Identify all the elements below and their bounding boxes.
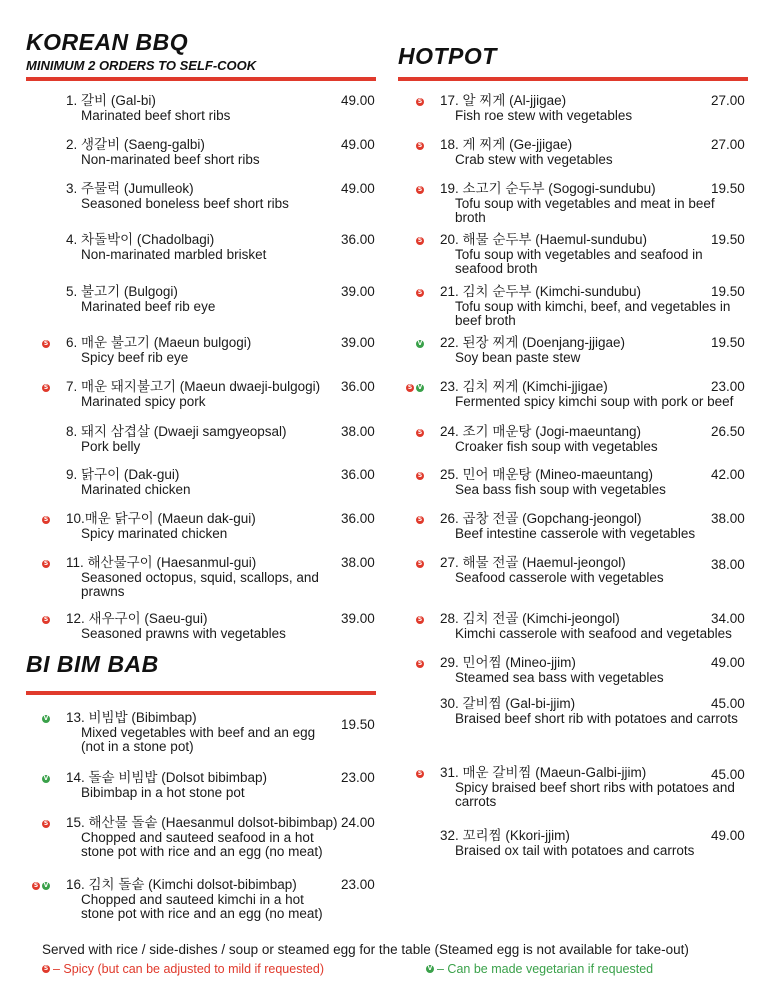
spicy-icon: S [43, 560, 49, 567]
menu-item-description: Mixed vegetables with beef and an egg (not in a stone pot) [81, 724, 316, 754]
spicy-icon: S [417, 660, 423, 667]
spicy-icon: S [417, 98, 423, 105]
menu-item [440, 656, 740, 685]
menu-item [66, 425, 336, 454]
menu-item [66, 380, 336, 409]
menu-item [66, 94, 336, 123]
menu-item-price: 39.00 [341, 335, 375, 350]
menu-item-price: 38.00 [341, 555, 375, 570]
menu-item-price: 27.00 [711, 93, 745, 108]
menu-item [440, 512, 740, 541]
menu-item-description: Marinated chicken [81, 481, 191, 497]
menu-item [440, 556, 740, 585]
spicy-icon: S [417, 770, 423, 777]
menu-item-name: 13. 비빔밥 (Bibimbap) [66, 710, 197, 725]
menu-item [440, 468, 740, 497]
hotpot-rule [398, 77, 748, 81]
menu-item [66, 816, 336, 860]
menu-item-name: 9. 닭구이 (Dak-gui) [66, 467, 180, 482]
menu-item [66, 556, 336, 600]
menu-item-name: 23. 김치 찌게 (Kimchi-jjigae) [440, 379, 608, 394]
menu-item-price: 24.00 [341, 815, 375, 830]
menu-item-price: 49.00 [711, 655, 745, 670]
menu-item [66, 711, 336, 755]
menu-item-description: Tofu soup with kimchi, beef, and vegetables in beef broth [455, 298, 731, 328]
menu-item-price: 49.00 [341, 181, 375, 196]
menu-item [66, 468, 336, 497]
menu-item-description: Spicy braised beef short ribs with potatoes and carrots [455, 779, 735, 809]
menu-item-description: Seasoned boneless beef short ribs [81, 195, 289, 211]
menu-item-name: 26. 곱창 전골 (Gopchang-jeongol) [440, 511, 642, 526]
menu-item [66, 612, 336, 641]
menu-item [440, 182, 740, 226]
spicy-icon: S [43, 516, 49, 523]
menu-item-name: 25. 민어 매운탕 (Mineo-maeuntang) [440, 467, 654, 482]
menu-item-name: 5. 불고기 (Bulgogi) [66, 284, 178, 299]
menu-item [66, 336, 336, 365]
hotpot-title: HOTPOT [398, 43, 497, 69]
menu-item-name: 29. 민어찜 (Mineo-jjim) [440, 655, 576, 670]
veg-legend [426, 962, 653, 976]
menu-item-description: Kimchi casserole with seafood and vegetables [455, 625, 732, 641]
korean-bbq-title: KOREAN BBQ [26, 29, 189, 55]
menu-item-description: Braised beef short rib with potatoes and carrots [455, 710, 738, 726]
spicy-icon: S [417, 429, 423, 436]
menu-item-description: Chopped and sauteed kimchi in a hot stone pot with rice and an egg (no meat) [81, 891, 323, 921]
menu-item-description: Seafood casserole with vegetables [455, 569, 664, 585]
menu-item [440, 425, 740, 454]
spicy-icon: S [43, 384, 49, 391]
menu-item-price: 36.00 [341, 467, 375, 482]
spicy-icon: S [417, 237, 423, 244]
menu-item-price: 36.00 [341, 232, 375, 247]
menu-item-name: 15. 해산물 돌솥 (Haesanmul dolsot-bibimbap) [66, 815, 338, 830]
spicy-icon: S [417, 616, 423, 623]
menu-item-name: 19. 소고기 순두부 (Sogogi-sundubu) [440, 181, 656, 196]
menu-item [440, 138, 740, 167]
menu-item-description: Fermented spicy kimchi soup with pork or beef [455, 393, 734, 409]
menu-item [66, 233, 336, 262]
menu-item-name: 4. 차돌박이 (Chadolbagi) [66, 232, 215, 247]
menu-item [66, 771, 336, 800]
menu-item [440, 336, 740, 365]
spicy-icon: S [417, 289, 423, 296]
menu-item [440, 233, 740, 277]
menu-item [66, 285, 336, 314]
menu-item [440, 697, 740, 726]
menu-item-price: 39.00 [341, 611, 375, 626]
menu-item-description: Seasoned prawns with vegetables [81, 625, 286, 641]
menu-item-description: Marinated spicy pork [81, 393, 206, 409]
vegetarian-icon: V [427, 964, 433, 972]
menu-item-description: Bibimbap in a hot stone pot [81, 784, 245, 800]
menu-item-name: 18. 게 찌게 (Ge-jjigae) [440, 137, 573, 152]
menu-item [66, 512, 336, 541]
spicy-icon: S [417, 516, 423, 523]
menu-item-price: 49.00 [341, 137, 375, 152]
menu-item-price: 49.00 [711, 828, 745, 843]
menu-item-price: 23.00 [711, 379, 745, 394]
menu-item-name: 28. 김치 전골 (Kimchi-jeongol) [440, 611, 620, 626]
menu-item [440, 766, 740, 810]
menu-item [440, 612, 740, 641]
menu-item [66, 878, 336, 922]
menu-item-price: 49.00 [341, 93, 375, 108]
menu-item-description: Non-marinated beef short ribs [81, 151, 260, 167]
menu-item-price: 38.00 [711, 511, 745, 526]
menu-item-name: 7. 매운 돼지불고기 (Maeun dwaeji-bulgogi) [66, 379, 321, 394]
spicy-icon: S [417, 560, 423, 567]
menu-item-name: 32. 꼬리찜 (Kkori-jjim) [440, 828, 570, 843]
spicy-icon: S [43, 616, 49, 623]
menu-item-name: 21. 김치 순두부 (Kimchi-sundubu) [440, 284, 642, 299]
menu-item-description: Steamed sea bass with vegetables [455, 669, 664, 685]
spicy-icon: S [43, 820, 49, 827]
menu-item [66, 182, 336, 211]
korean-bbq-rule [26, 77, 376, 81]
menu-item-price: 42.00 [711, 467, 745, 482]
vegetarian-icon: V [43, 715, 49, 722]
menu-item-description: Croaker fish soup with vegetables [455, 438, 658, 454]
menu-item-price: 23.00 [341, 770, 375, 785]
vegetarian-icon: V [417, 384, 423, 391]
menu-item-description: Pork belly [81, 438, 141, 454]
menu-item-name: 12. 새우구이 (Saeu-gui) [66, 611, 208, 626]
menu-item-price: 39.00 [341, 284, 375, 299]
menu-item-price: 38.00 [711, 557, 745, 572]
spicy-icon: S [33, 882, 39, 889]
served-with-note: Served with rice / side-dishes / soup or steamed egg for the table (Steamed egg is not available for take-out) [42, 942, 689, 957]
menu-item-name: 30. 갈비찜 (Gal-bi-jjim) [440, 696, 576, 711]
menu-item-description: Tofu soup with vegetables and meat in beef broth [455, 195, 715, 225]
menu-item [66, 138, 336, 167]
menu-item-price: 36.00 [341, 379, 375, 394]
spicy-legend-text: – Spicy (but can be adjusted to mild if requested) [53, 962, 324, 976]
menu-item [440, 94, 740, 123]
spicy-icon: S [417, 142, 423, 149]
spicy-icon: S [417, 186, 423, 193]
menu-item-name: 27. 해물 전골 (Haemul-jeongol) [440, 555, 626, 570]
menu-item-description: Spicy marinated chicken [81, 525, 228, 541]
menu-item-description: Chopped and sauteed seafood in a hot stone pot with rice and an egg (no meat) [81, 829, 323, 859]
menu-item-name: 20. 해물 순두부 (Haemul-sundubu) [440, 232, 648, 247]
menu-item-description: Spicy beef rib eye [81, 349, 189, 365]
menu-item-name: 6. 매운 불고기 (Maeun bulgogi) [66, 335, 252, 350]
menu-item-description: Braised ox tail with potatoes and carrots [455, 842, 695, 858]
bibimbab-title: BI BIM BAB [26, 651, 159, 677]
menu-item-price: 23.00 [341, 877, 375, 892]
menu-item-description: Marinated beef rib eye [81, 298, 216, 314]
bibimbab-rule [26, 691, 376, 695]
spicy-icon: S [43, 340, 49, 347]
vegetarian-icon: V [417, 340, 423, 347]
menu-item-price: 19.50 [711, 181, 745, 196]
menu-item-price: 19.50 [711, 232, 745, 247]
menu-item-name: 8. 돼지 삼겹살 (Dwaeji samgyeopsal) [66, 424, 287, 439]
menu-item-name: 31. 매운 갈비찜 (Maeun-Galbi-jjim) [440, 765, 647, 780]
vegetarian-icon: V [43, 775, 49, 782]
spicy-icon: S [43, 964, 49, 972]
menu-item [440, 285, 740, 329]
menu-item-description: Non-marinated marbled brisket [81, 246, 267, 262]
menu-item-price: 26.50 [711, 424, 745, 439]
spicy-icon: S [407, 384, 413, 391]
menu-item-name: 1. 갈비 (Gal-bi) [66, 93, 156, 108]
menu-item-price: 19.50 [341, 717, 375, 732]
menu-item-description: Marinated beef short ribs [81, 107, 231, 123]
menu-item-price: 19.50 [711, 335, 745, 350]
menu-item-name: 14. 돌솥 비빔밥 (Dolsot bibimbap) [66, 770, 268, 785]
menu-item-name: 11. 해산물구이 (Haesanmul-gui) [66, 555, 257, 570]
menu-item-price: 45.00 [711, 696, 745, 711]
menu-item-description: Beef intestine casserole with vegetables [455, 525, 696, 541]
menu-item-price: 19.50 [711, 284, 745, 299]
menu-item-description: Soy bean paste stew [455, 349, 581, 365]
menu-item-description: Fish roe stew with vegetables [455, 107, 633, 123]
menu-item-name: 24. 조기 매운탕 (Jogi-maeuntang) [440, 424, 642, 439]
menu-item-name: 17. 알 찌게 (Al-jjigae) [440, 93, 567, 108]
menu-item-price: 34.00 [711, 611, 745, 626]
menu-item-name: 2. 생갈비 (Saeng-galbi) [66, 137, 205, 152]
menu-item-description: Seasoned octopus, squid, scallops, and prawns [81, 569, 319, 599]
menu-item-price: 45.00 [711, 767, 745, 782]
spicy-legend [42, 962, 324, 976]
menu-item-name: 16. 김치 돌솥 (Kimchi dolsot-bibimbap) [66, 877, 297, 892]
spicy-icon: S [417, 472, 423, 479]
menu-item-name: 22. 된장 찌게 (Doenjang-jjigae) [440, 335, 625, 350]
vegetarian-icon: V [43, 882, 49, 889]
korean-bbq-subtitle: MINIMUM 2 ORDERS TO SELF-COOK [26, 58, 257, 73]
veg-legend-text: – Can be made vegetarian if requested [437, 962, 654, 976]
menu-item [440, 829, 740, 858]
menu-item-description: Tofu soup with vegetables and seafood in seafood broth [455, 246, 703, 276]
menu-item-price: 38.00 [341, 424, 375, 439]
menu-item-name: 10.매운 닭구이 (Maeun dak-gui) [66, 511, 256, 526]
menu-item-price: 36.00 [341, 511, 375, 526]
menu-item-name: 3. 주물럭 (Jumulleok) [66, 181, 194, 196]
menu-item-description: Sea bass fish soup with vegetables [455, 481, 666, 497]
menu-item-description: Crab stew with vegetables [455, 151, 613, 167]
menu-item-price: 27.00 [711, 137, 745, 152]
menu-item [440, 380, 740, 409]
